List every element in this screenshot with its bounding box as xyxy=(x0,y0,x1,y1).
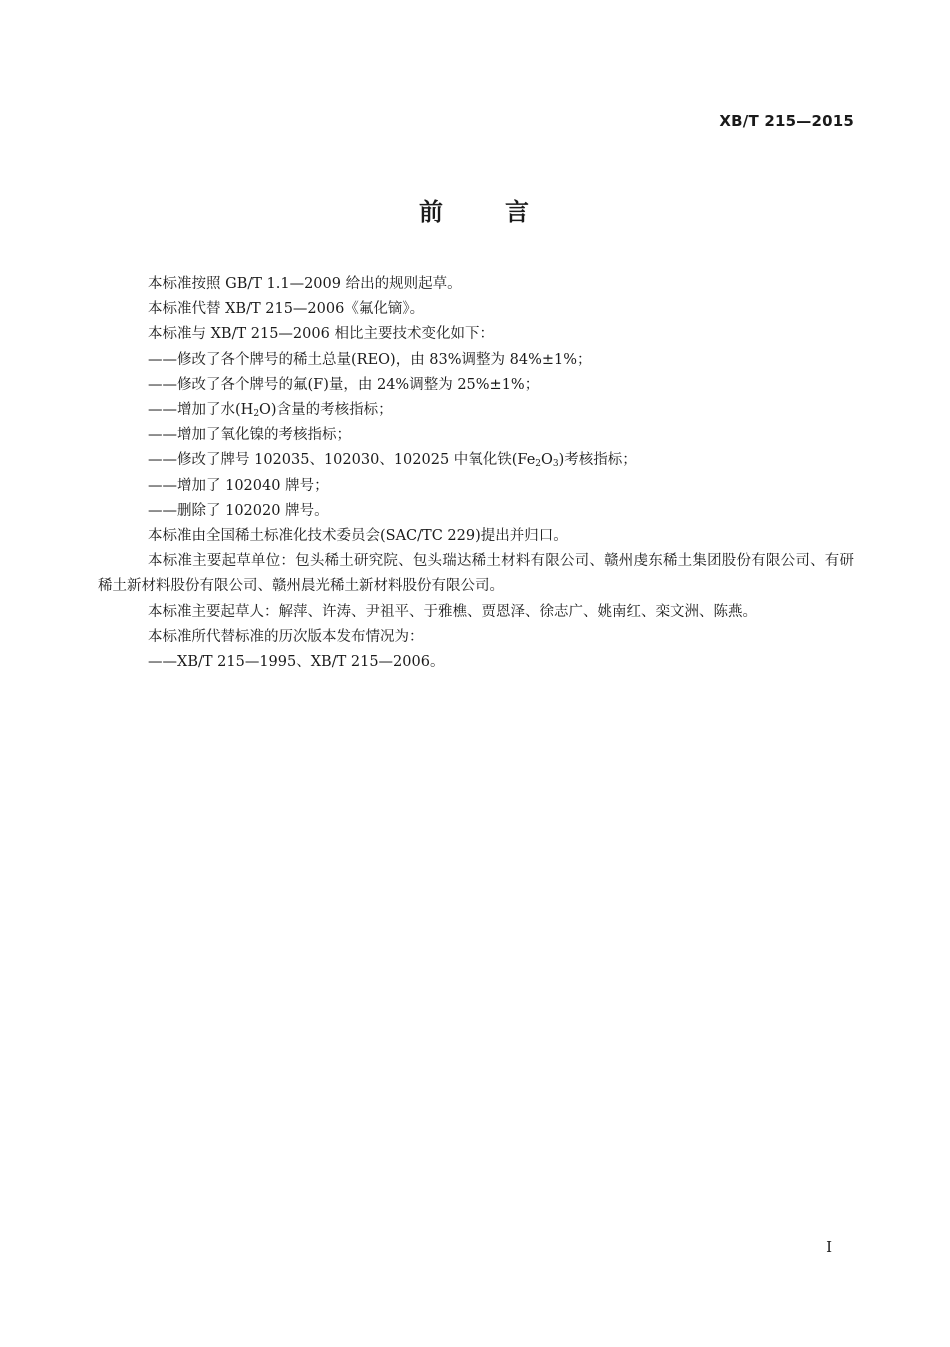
standard-code: XB/T 215—2015 xyxy=(719,112,854,130)
change-item-reo: ——修改了各个牌号的稀土总量(REO)，由 83%调整为 84%±1%； xyxy=(148,351,592,368)
page-number: I xyxy=(826,1238,832,1256)
title-char-2: 言 xyxy=(505,198,531,226)
paragraph-history-intro: 本标准所代替标准的历次版本发布情况为： xyxy=(148,628,424,645)
paragraph-changes-intro: 本标准与 XB/T 215—2006 相比主要技术变化如下： xyxy=(148,326,494,343)
change-item-removed-grade: ——删除了 102020 牌号。 xyxy=(148,502,329,519)
change-item-iron-oxide: ——修改了牌号 102035、102030、102025 中氧化铁$(Fe_2O_3)$考核指标； xyxy=(148,452,637,470)
paragraph-drafting-rule: 本标准按照 GB/T 1.1—2009 给出的规则起草。 xyxy=(148,276,462,292)
change-item-fluorine: ——修改了各个牌号的氟(F)量，由 24%调整为 25%±1%； xyxy=(148,376,540,393)
change-item-water: ——增加了水$(H_2O)$含量的考核指标； xyxy=(148,402,393,420)
page-title xyxy=(0,192,950,227)
paragraph-replaces: 本标准代替 XB/T 215—2006《氟化镝》。 xyxy=(148,301,425,318)
change-item-added-grade: ——增加了 102040 牌号； xyxy=(148,477,329,494)
foreword-body xyxy=(98,272,854,675)
paragraph-drafters: 本标准主要起草人：解萍、许涛、尹祖平、于雅樵、贾恩泽、徐志广、姚南红、栾文洲、陈燕。 xyxy=(148,603,757,620)
title-char-1: 前 xyxy=(419,198,445,226)
paragraph-history-versions: ——XB/T 215—1995、XB/T 215—2006。 xyxy=(148,654,445,671)
paragraph-drafting-units: 本标准主要起草单位：包头稀土研究院、包头瑞达稀土材料有限公司、赣州虔东稀土集团股份有限公司、有研稀土新材料股份有限公司、赣州晨光稀土新材料股份有限公司。 xyxy=(98,553,854,595)
change-item-nickel-oxide: ——增加了氧化镍的考核指标； xyxy=(148,427,351,444)
paragraph-proposer: 本标准由全国稀土标准化技术委员会(SAC/TC 229)提出并归口。 xyxy=(148,528,568,545)
